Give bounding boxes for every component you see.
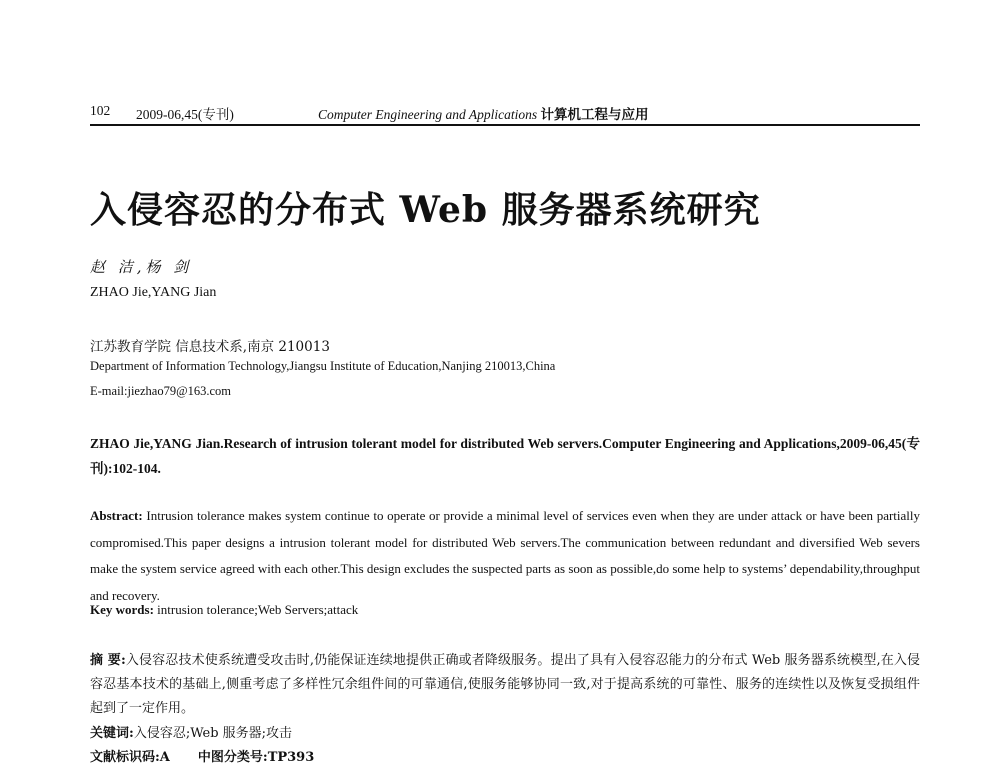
paper-title: 入侵容忍的分布式 Web 服务器系统研究 (90, 189, 761, 231)
affiliation-en: Department of Information Technology,Jiangsu Institute of Education,Nanjing 210013,China (90, 359, 556, 373)
abstract-en-label: Abstract: (90, 508, 143, 523)
journal-name-cn: 计算机工程与应用 (540, 107, 649, 122)
clc-code: 中图分类号:TP393 (197, 750, 315, 765)
journal-name-en: Computer Engineering and Applications (318, 107, 538, 122)
keywords-en (90, 602, 358, 618)
issue-date: 2009-06,45(专刊) (136, 107, 234, 122)
author-email: E-mail:jiezhao79@163.com (90, 384, 231, 398)
journal-name (318, 103, 649, 123)
doc-id-code: 文献标识码:A (90, 750, 170, 765)
abstract-en (90, 503, 920, 609)
abstract-cn-label: 摘 要: (90, 653, 126, 668)
authors-cn: 赵 洁,杨 剑 (90, 258, 193, 276)
abstract-cn-text: 入侵容忍技术使系统遭受攻击时,仍能保证连续地提供正确或者降级服务。提出了具有入侵容忍能力的分布式 Web 服务器系统模型,在入侵容忍基本技术的基础上,侧重考虑了多样性冗余组件间的可靠通信,使服务能够协同一致,对于提高系统的可靠性、服务的连续性以及恢复受损组件起到了一定作用。 (90, 653, 920, 716)
keywords-cn (90, 722, 292, 741)
keywords-cn-text: 入侵容忍;Web 服务器;攻击 (133, 726, 293, 741)
authors-en: ZHAO Jie,YANG Jian (90, 285, 217, 300)
citation: ZHAO Jie,YANG Jian.Research of intrusion tolerant model for distributed Web servers.Computer Engineering and Applications,2009-06,45(专刊):102-104. (90, 436, 920, 476)
abstract-en-text: Intrusion tolerance makes system continue to operate or provide a minimal level of services even when they are under attack or have been partially compromised.This paper designs a intrusion tolerant model for distributed Web servers.The communication between redundant and diversified Web severs make the system service agreed with each other.This design excludes the suspected parts as soon as possible,do some help to systems’ dependability,throughput and recovery. (90, 508, 921, 603)
running-head (90, 103, 920, 123)
abstract-cn (90, 649, 920, 721)
keywords-en-label: Key words: (90, 602, 154, 617)
keywords-cn-label: 关键词: (90, 726, 134, 741)
header-rule (90, 124, 920, 126)
document-codes (90, 746, 314, 765)
page-number: 102 (90, 103, 111, 118)
affiliation-cn: 江苏教育学院 信息技术系,南京 210013 (90, 339, 330, 355)
keywords-en-text: intrusion tolerance;Web Servers;attack (157, 602, 359, 617)
